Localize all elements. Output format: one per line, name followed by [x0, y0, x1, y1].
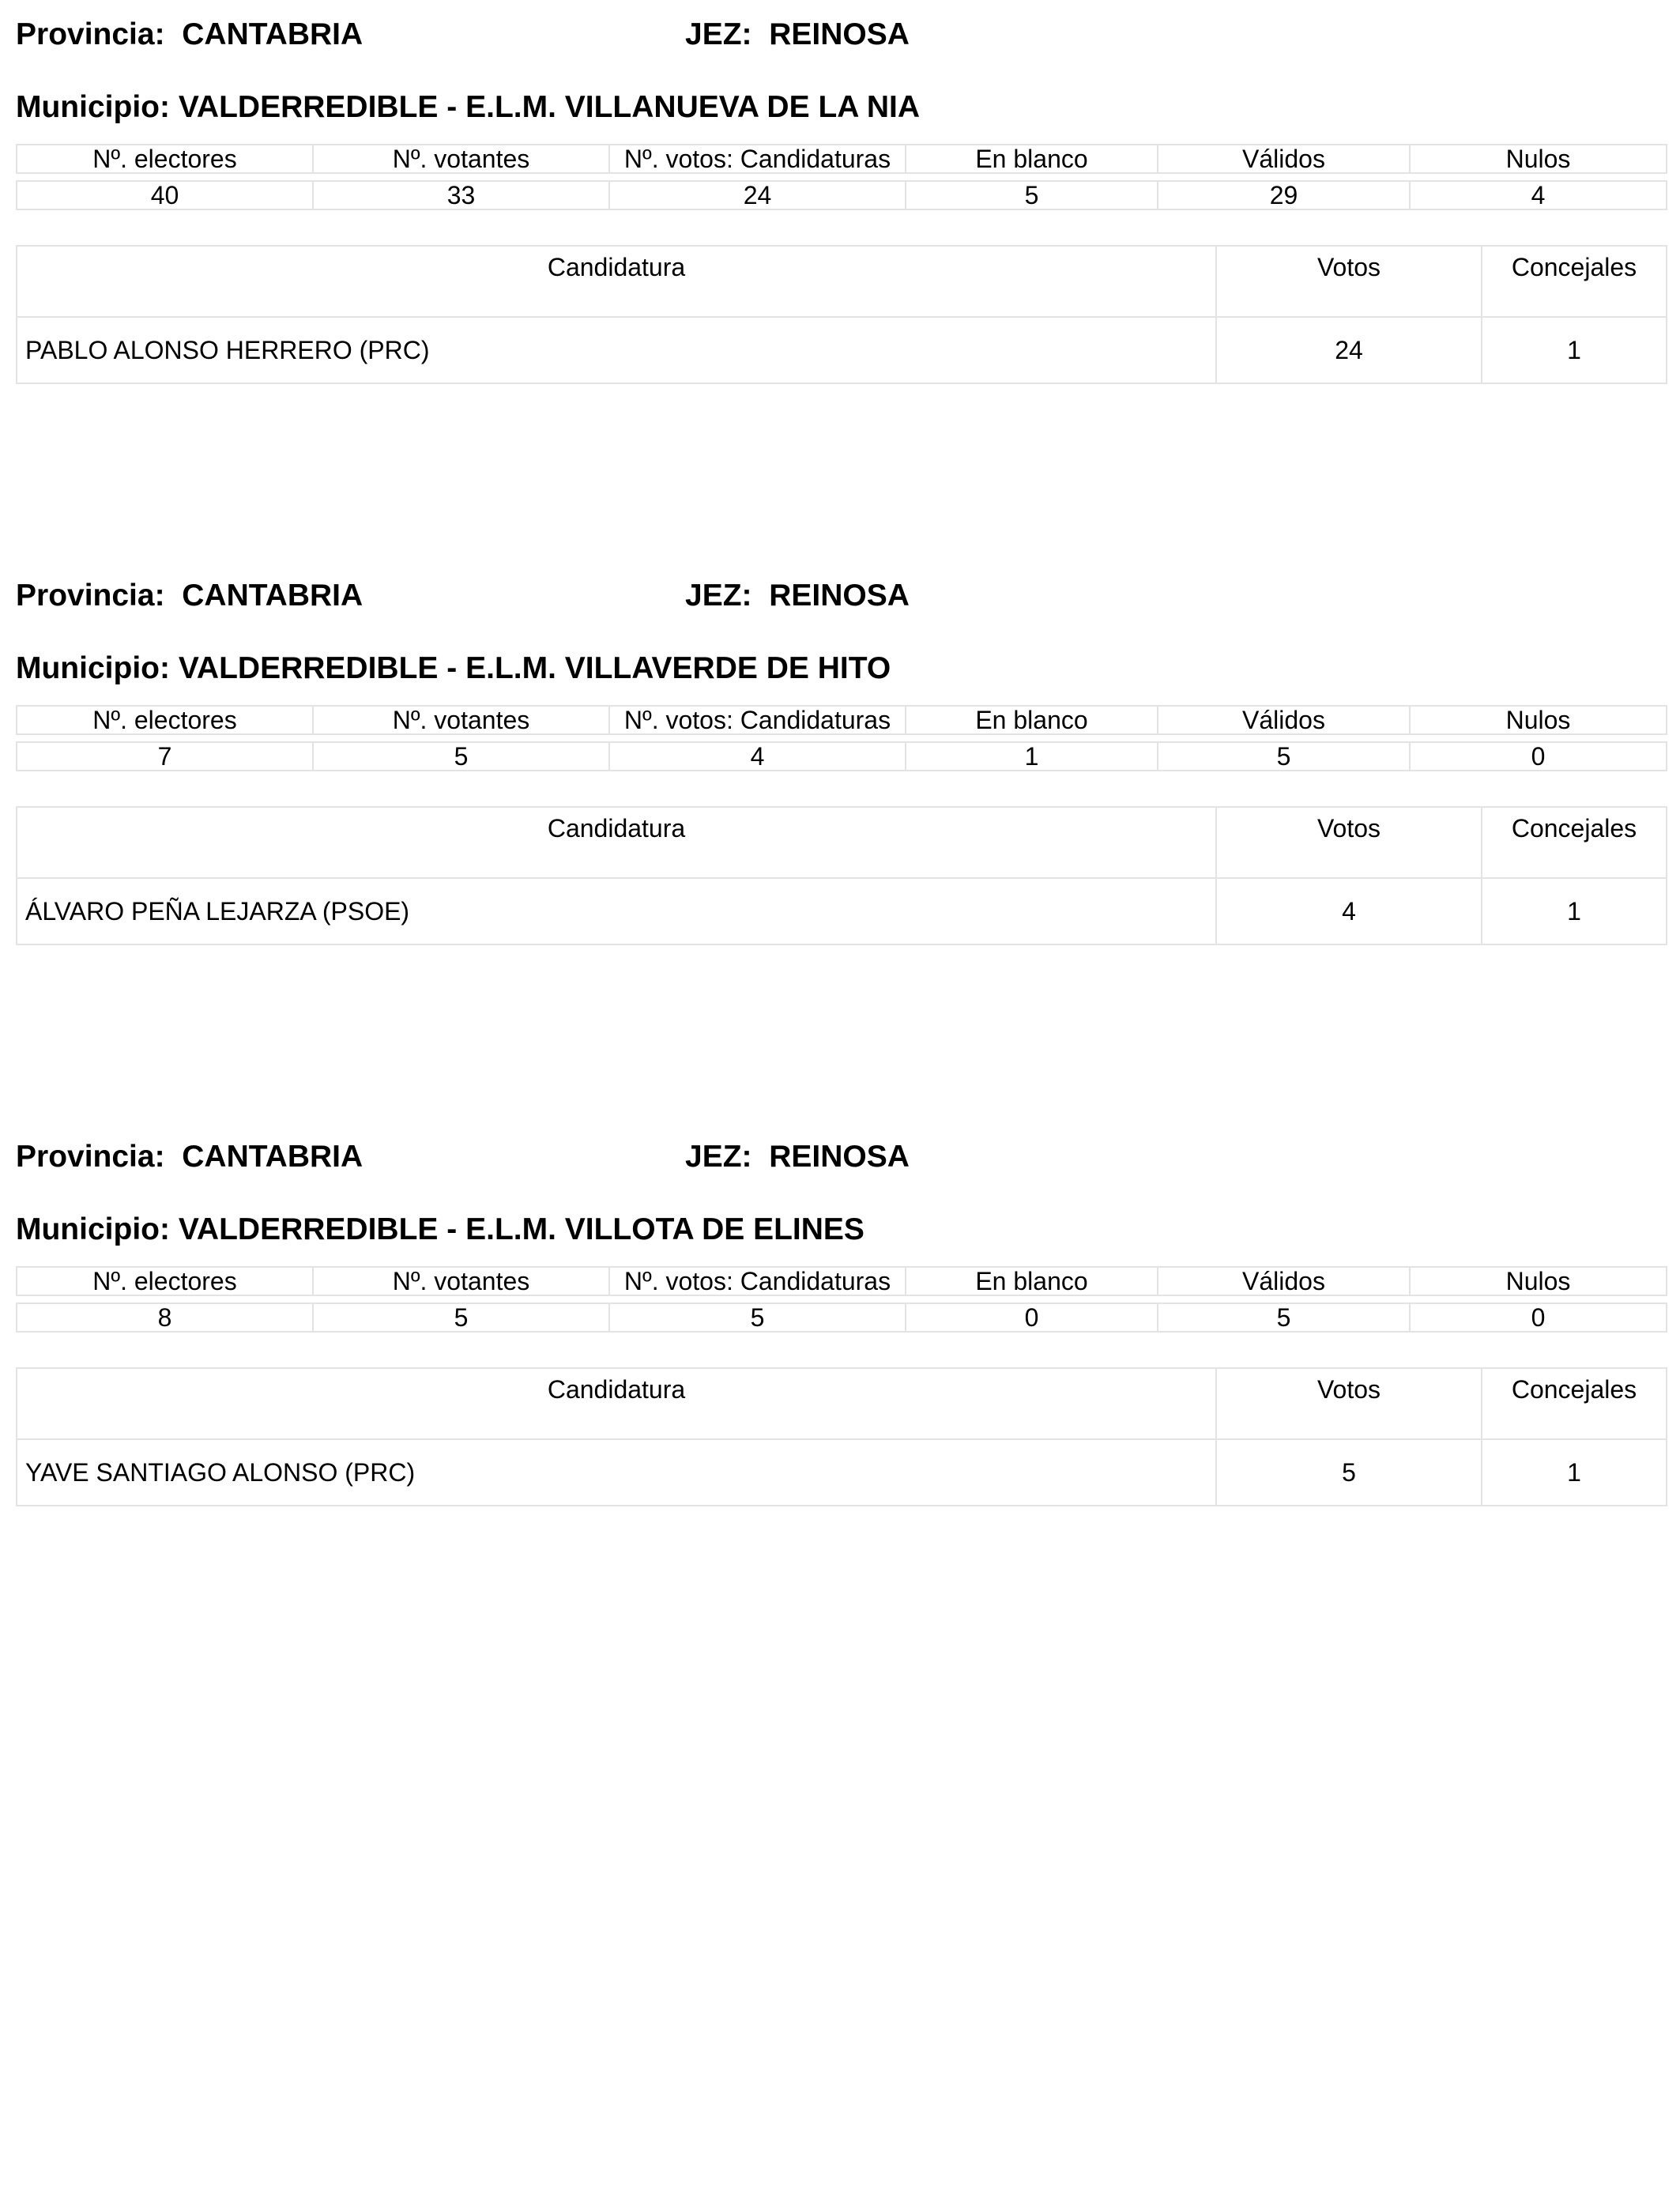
- stats-value-row: [17, 742, 1667, 771]
- provincia-label: Provincia:: [16, 17, 165, 51]
- municipio-label: Municipio:: [16, 651, 170, 685]
- candidates-header-votos: Votos: [1216, 246, 1482, 317]
- municipio-value: VALDERREDIBLE - E.L.M. VILLAVERDE DE HITO: [178, 651, 891, 685]
- candidate-votos: 4: [1216, 878, 1482, 944]
- stats-header-votantes: Nº. votantes: [313, 1267, 609, 1295]
- municipio-heading: [16, 87, 920, 128]
- municipio-label: Municipio:: [16, 90, 170, 124]
- stats-header-candidaturas: Nº. votos: Candidaturas: [609, 1267, 906, 1295]
- jez-value: REINOSA: [769, 17, 910, 51]
- municipio-heading: [16, 1209, 864, 1250]
- provincia-value: CANTABRIA: [182, 1140, 363, 1174]
- provincia-label: Provincia:: [16, 579, 165, 613]
- candidates-header-votos: Votos: [1216, 1368, 1482, 1439]
- provincia-value: CANTABRIA: [182, 579, 363, 613]
- stats-table: [16, 1266, 1667, 1333]
- stats-header-electores: Nº. electores: [17, 706, 313, 734]
- candidate-name: YAVE SANTIAGO ALONSO (PRC): [17, 1439, 1216, 1506]
- provincia-heading: [16, 1137, 363, 1178]
- candidate-row: [17, 878, 1667, 944]
- stats-header-row: [17, 1267, 1667, 1295]
- candidates-header-concejales: Concejales: [1482, 1368, 1667, 1439]
- stats-value-blanco: 5: [906, 181, 1158, 209]
- stats-header-nulos: Nulos: [1410, 706, 1667, 734]
- provincia-value: CANTABRIA: [182, 17, 363, 51]
- provincia-heading: [16, 575, 363, 616]
- stats-header-validos: Válidos: [1158, 145, 1410, 173]
- stats-header-validos: Válidos: [1158, 1267, 1410, 1295]
- municipio-label: Municipio:: [16, 1212, 170, 1246]
- stats-header-row: [17, 145, 1667, 173]
- candidates-table: [16, 245, 1667, 384]
- candidate-name: ÁLVARO PEÑA LEJARZA (PSOE): [17, 878, 1216, 944]
- stats-header-nulos: Nulos: [1410, 145, 1667, 173]
- stats-value-votantes: 33: [313, 181, 609, 209]
- candidate-name: PABLO ALONSO HERRERO (PRC): [17, 317, 1216, 383]
- candidate-row: [17, 317, 1667, 383]
- candidates-header-row: [17, 1368, 1667, 1439]
- stats-header-candidaturas: Nº. votos: Candidaturas: [609, 706, 906, 734]
- stats-header-electores: Nº. electores: [17, 1267, 313, 1295]
- stats-value-blanco: 1: [906, 742, 1158, 771]
- candidates-table: [16, 1367, 1667, 1506]
- stats-value-validos: 29: [1158, 181, 1410, 209]
- jez-value: REINOSA: [769, 579, 910, 613]
- municipio-heading: [16, 648, 891, 689]
- stats-table: [16, 705, 1667, 771]
- candidates-header-candidatura: Candidatura: [17, 1368, 1216, 1439]
- stats-header-nulos: Nulos: [1410, 1267, 1667, 1295]
- stats-value-blanco: 0: [906, 1303, 1158, 1332]
- jez-value: REINOSA: [769, 1140, 910, 1174]
- stats-value-row: [17, 1303, 1667, 1332]
- candidates-header-concejales: Concejales: [1482, 807, 1667, 878]
- stats-value-validos: 5: [1158, 1303, 1410, 1332]
- candidates-header-votos: Votos: [1216, 807, 1482, 878]
- provincia-label: Provincia:: [16, 1140, 165, 1174]
- stats-value-votantes: 5: [313, 1303, 609, 1332]
- stats-table: [16, 144, 1667, 210]
- candidates-table: [16, 806, 1667, 945]
- stats-header-validos: Válidos: [1158, 706, 1410, 734]
- stats-header-blanco: En blanco: [906, 145, 1158, 173]
- stats-value-nulos: 0: [1410, 1303, 1667, 1332]
- stats-value-electores: 8: [17, 1303, 313, 1332]
- candidates-header-row: [17, 246, 1667, 317]
- jez-label: JEZ:: [685, 579, 752, 613]
- candidates-header-candidatura: Candidatura: [17, 807, 1216, 878]
- stats-value-candidaturas: 24: [609, 181, 906, 209]
- jez-heading: [685, 1137, 910, 1178]
- stats-value-nulos: 4: [1410, 181, 1667, 209]
- candidate-concejales: 1: [1482, 317, 1667, 383]
- stats-value-row: [17, 181, 1667, 209]
- stats-value-validos: 5: [1158, 742, 1410, 771]
- candidate-row: [17, 1439, 1667, 1506]
- stats-value-candidaturas: 4: [609, 742, 906, 771]
- stats-value-candidaturas: 5: [609, 1303, 906, 1332]
- provincia-heading: [16, 14, 363, 55]
- jez-heading: [685, 14, 910, 55]
- stats-header-blanco: En blanco: [906, 1267, 1158, 1295]
- stats-value-electores: 7: [17, 742, 313, 771]
- municipio-value: VALDERREDIBLE - E.L.M. VILLANUEVA DE LA NIA: [178, 90, 920, 124]
- stats-value-electores: 40: [17, 181, 313, 209]
- stats-value-nulos: 0: [1410, 742, 1667, 771]
- stats-header-row: [17, 706, 1667, 734]
- municipio-value: VALDERREDIBLE - E.L.M. VILLOTA DE ELINES: [178, 1212, 864, 1246]
- stats-header-votantes: Nº. votantes: [313, 145, 609, 173]
- jez-label: JEZ:: [685, 1140, 752, 1174]
- candidate-concejales: 1: [1482, 1439, 1667, 1506]
- candidate-concejales: 1: [1482, 878, 1667, 944]
- stats-value-votantes: 5: [313, 742, 609, 771]
- stats-header-votantes: Nº. votantes: [313, 706, 609, 734]
- candidates-header-concejales: Concejales: [1482, 246, 1667, 317]
- stats-header-electores: Nº. electores: [17, 145, 313, 173]
- stats-header-blanco: En blanco: [906, 706, 1158, 734]
- jez-heading: [685, 575, 910, 616]
- jez-label: JEZ:: [685, 17, 752, 51]
- candidate-votos: 24: [1216, 317, 1482, 383]
- stats-header-candidaturas: Nº. votos: Candidaturas: [609, 145, 906, 173]
- candidates-header-row: [17, 807, 1667, 878]
- candidates-header-candidatura: Candidatura: [17, 246, 1216, 317]
- candidate-votos: 5: [1216, 1439, 1482, 1506]
